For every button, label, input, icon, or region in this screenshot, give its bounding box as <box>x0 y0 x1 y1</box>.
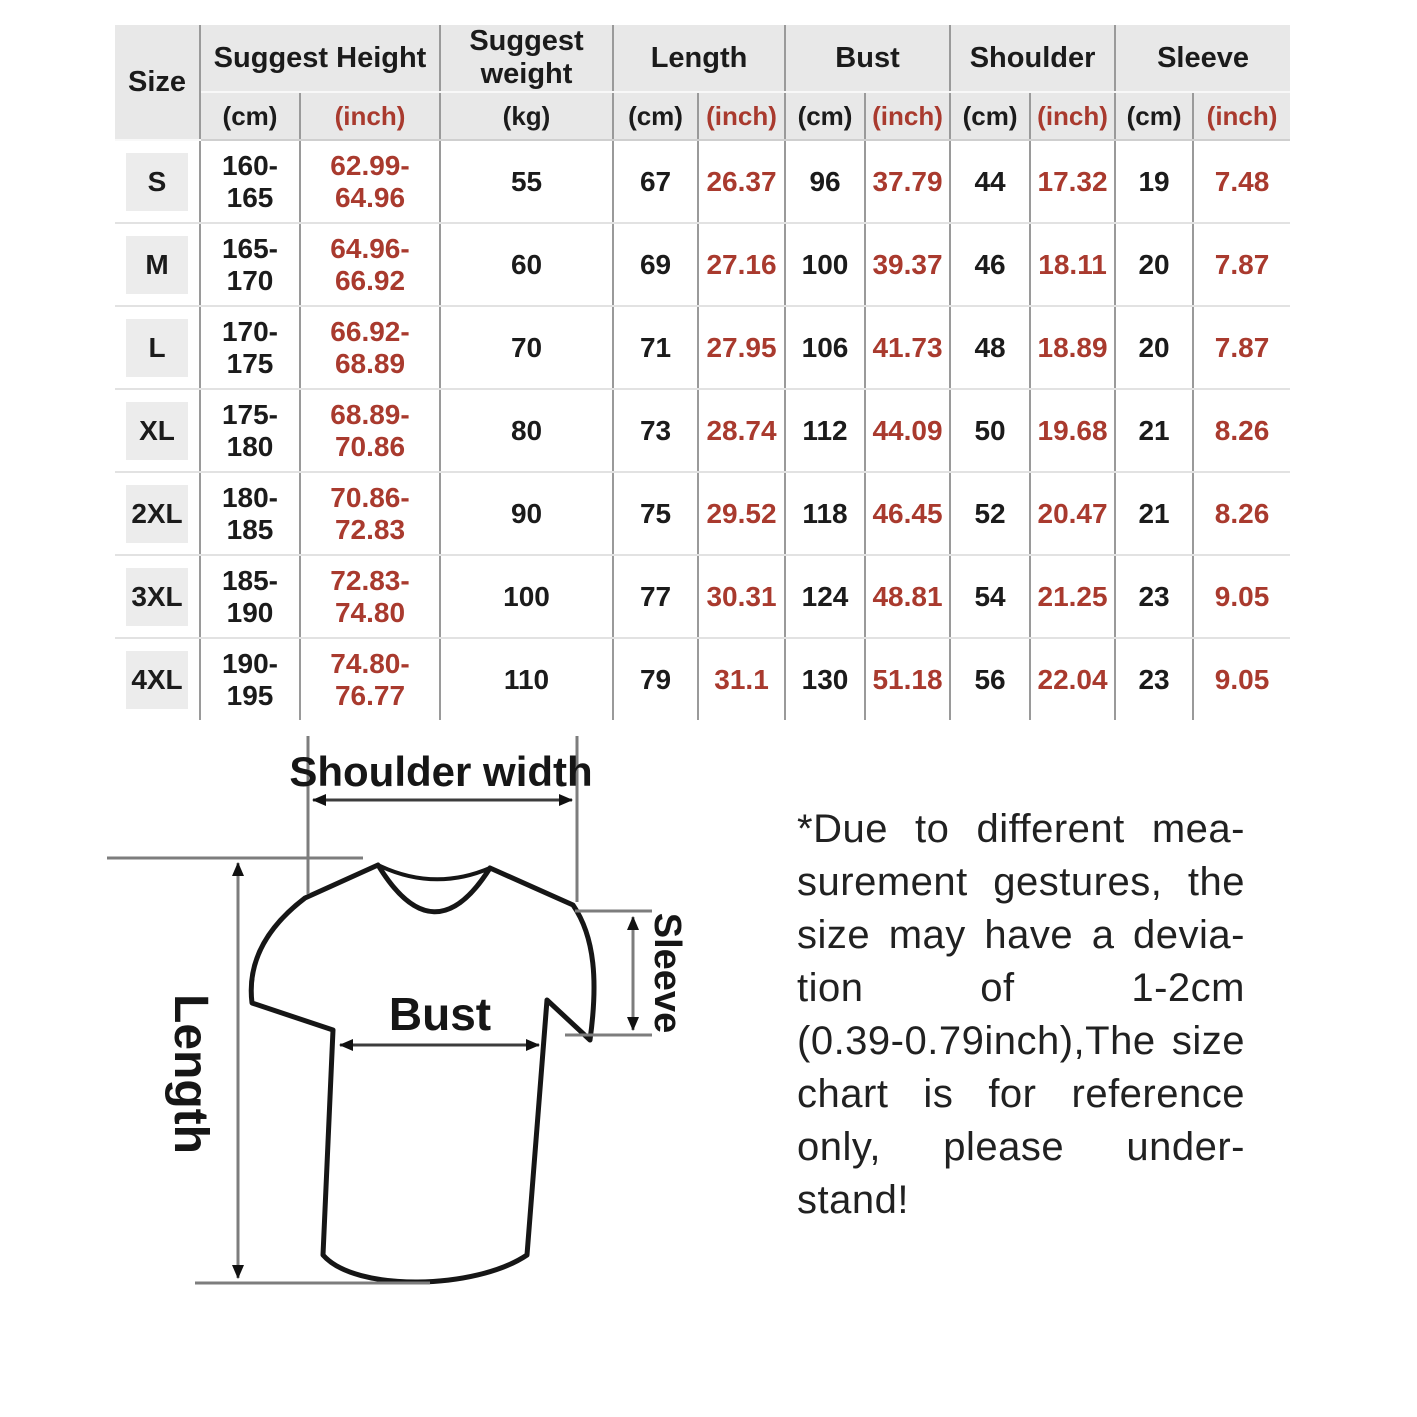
cell-length-cm: 75 <box>613 472 698 555</box>
cell-sleeve-cm: 19 <box>1115 140 1193 223</box>
cell-height-in: 62.99-64.96 <box>300 140 440 223</box>
cell-sleeve-cm: 21 <box>1115 472 1193 555</box>
cell-length-cm: 71 <box>613 306 698 389</box>
table-row <box>115 223 1290 306</box>
cell-length-in: 27.95 <box>698 306 785 389</box>
unit-height-inch: (inch) <box>300 92 440 140</box>
cell-height-in: 68.89-70.86 <box>300 389 440 472</box>
table-row <box>115 555 1290 638</box>
cell-sleeve-in: 9.05 <box>1193 555 1290 638</box>
cell-shoulder-in: 17.32 <box>1030 140 1115 223</box>
cell-shoulder-in: 19.68 <box>1030 389 1115 472</box>
cell-shoulder-cm: 48 <box>950 306 1030 389</box>
cell-bust-in: 41.73 <box>865 306 950 389</box>
tshirt-measurement-diagram <box>95 722 740 1314</box>
length-label: Length <box>164 994 217 1154</box>
disclaimer-text <box>797 803 1245 1227</box>
cell-bust-cm: 106 <box>785 306 865 389</box>
size-table-body <box>115 140 1290 720</box>
cell-height-in: 74.80-76.77 <box>300 638 440 720</box>
cell-sleeve-cm: 23 <box>1115 555 1193 638</box>
cell-weight-kg: 60 <box>440 223 613 306</box>
cell-height-cm: 190-195 <box>200 638 300 720</box>
cell-bust-cm: 118 <box>785 472 865 555</box>
size-badge: 3XL <box>126 568 188 626</box>
cell-height-cm: 175-180 <box>200 389 300 472</box>
cell-bust-in: 37.79 <box>865 140 950 223</box>
disclaimer-line: size may have a devia- <box>797 913 1245 957</box>
table-header <box>115 25 1290 140</box>
cell-height-cm: 180-185 <box>200 472 300 555</box>
unit-bust-inch: (inch) <box>865 92 950 140</box>
cell-weight-kg: 100 <box>440 555 613 638</box>
disclaimer-line: chart is for reference <box>797 1072 1245 1116</box>
cell-height-in: 64.96-66.92 <box>300 223 440 306</box>
cell-size <box>115 223 200 306</box>
cell-sleeve-in: 7.48 <box>1193 140 1290 223</box>
size-chart <box>115 25 1290 720</box>
cell-size <box>115 140 200 223</box>
header-unit-row <box>115 92 1290 140</box>
cell-height-in: 70.86-72.83 <box>300 472 440 555</box>
disclaimer-line: (0.39-0.79inch),The size <box>797 1019 1245 1063</box>
cell-length-in: 30.31 <box>698 555 785 638</box>
shoulder-width-label: Shoulder width <box>289 748 593 795</box>
size-badge: S <box>126 153 188 211</box>
cell-height-cm: 185-190 <box>200 555 300 638</box>
cell-shoulder-cm: 52 <box>950 472 1030 555</box>
size-badge: 2XL <box>126 485 188 543</box>
cell-bust-cm: 130 <box>785 638 865 720</box>
cell-sleeve-cm: 20 <box>1115 223 1193 306</box>
cell-size <box>115 555 200 638</box>
cell-sleeve-cm: 21 <box>1115 389 1193 472</box>
cell-sleeve-in: 8.26 <box>1193 389 1290 472</box>
unit-length-inch: (inch) <box>698 92 785 140</box>
cell-length-in: 31.1 <box>698 638 785 720</box>
unit-sleeve-cm: (cm) <box>1115 92 1193 140</box>
cell-bust-in: 51.18 <box>865 638 950 720</box>
table-row <box>115 140 1290 223</box>
cell-shoulder-cm: 56 <box>950 638 1030 720</box>
cell-sleeve-in: 9.05 <box>1193 638 1290 720</box>
cell-size <box>115 306 200 389</box>
sleeve-label: Sleeve <box>646 912 688 1034</box>
cell-bust-in: 39.37 <box>865 223 950 306</box>
unit-length-cm: (cm) <box>613 92 698 140</box>
header-length: Length <box>613 25 785 92</box>
table-row <box>115 389 1290 472</box>
cell-length-in: 28.74 <box>698 389 785 472</box>
tshirt-outline <box>251 865 594 1282</box>
cell-height-cm: 160-165 <box>200 140 300 223</box>
cell-weight-kg: 80 <box>440 389 613 472</box>
table-row <box>115 472 1290 555</box>
disclaimer-line: *Due to different mea- <box>797 807 1245 851</box>
cell-length-cm: 73 <box>613 389 698 472</box>
cell-shoulder-cm: 50 <box>950 389 1030 472</box>
header-size: Size <box>115 25 200 140</box>
cell-length-in: 26.37 <box>698 140 785 223</box>
disclaimer-line: tion of 1-2cm <box>797 966 1245 1010</box>
unit-shoulder-inch: (inch) <box>1030 92 1115 140</box>
cell-height-in: 72.83-74.80 <box>300 555 440 638</box>
cell-weight-kg: 55 <box>440 140 613 223</box>
cell-size <box>115 638 200 720</box>
cell-shoulder-in: 18.89 <box>1030 306 1115 389</box>
cell-sleeve-in: 8.26 <box>1193 472 1290 555</box>
header-shoulder: Shoulder <box>950 25 1115 92</box>
header-suggest-weight: Suggest weight <box>440 25 613 92</box>
cell-length-in: 29.52 <box>698 472 785 555</box>
cell-length-cm: 69 <box>613 223 698 306</box>
cell-bust-in: 48.81 <box>865 555 950 638</box>
cell-length-cm: 79 <box>613 638 698 720</box>
cell-shoulder-in: 21.25 <box>1030 555 1115 638</box>
cell-length-in: 27.16 <box>698 223 785 306</box>
cell-bust-in: 44.09 <box>865 389 950 472</box>
bust-label: Bust <box>388 988 492 1040</box>
table-row <box>115 638 1290 720</box>
cell-size <box>115 472 200 555</box>
cell-shoulder-cm: 44 <box>950 140 1030 223</box>
cell-size <box>115 389 200 472</box>
cell-sleeve-in: 7.87 <box>1193 306 1290 389</box>
size-badge: XL <box>126 402 188 460</box>
cell-weight-kg: 90 <box>440 472 613 555</box>
header-sleeve: Sleeve <box>1115 25 1290 92</box>
cell-length-cm: 77 <box>613 555 698 638</box>
cell-bust-in: 46.45 <box>865 472 950 555</box>
cell-shoulder-cm: 54 <box>950 555 1030 638</box>
size-chart-table <box>115 25 1290 720</box>
cell-length-cm: 67 <box>613 140 698 223</box>
disclaimer-line: stand! <box>797 1178 909 1222</box>
cell-bust-cm: 124 <box>785 555 865 638</box>
unit-weight-kg: (kg) <box>440 92 613 140</box>
cell-sleeve-cm: 20 <box>1115 306 1193 389</box>
cell-shoulder-in: 22.04 <box>1030 638 1115 720</box>
size-badge: L <box>126 319 188 377</box>
size-badge: M <box>126 236 188 294</box>
cell-sleeve-cm: 23 <box>1115 638 1193 720</box>
table-row <box>115 306 1290 389</box>
disclaimer-line: surement gestures, the <box>797 860 1245 904</box>
unit-height-cm: (cm) <box>200 92 300 140</box>
disclaimer-line: only, please under- <box>797 1125 1245 1169</box>
size-badge: 4XL <box>126 651 188 709</box>
cell-shoulder-in: 20.47 <box>1030 472 1115 555</box>
cell-height-cm: 170-175 <box>200 306 300 389</box>
unit-bust-cm: (cm) <box>785 92 865 140</box>
cell-weight-kg: 110 <box>440 638 613 720</box>
cell-weight-kg: 70 <box>440 306 613 389</box>
cell-shoulder-in: 18.11 <box>1030 223 1115 306</box>
unit-shoulder-cm: (cm) <box>950 92 1030 140</box>
header-group-row <box>115 25 1290 92</box>
cell-bust-cm: 96 <box>785 140 865 223</box>
cell-height-cm: 165-170 <box>200 223 300 306</box>
collar-back-line <box>378 865 490 879</box>
header-bust: Bust <box>785 25 950 92</box>
cell-bust-cm: 112 <box>785 389 865 472</box>
unit-sleeve-inch: (inch) <box>1193 92 1290 140</box>
cell-bust-cm: 100 <box>785 223 865 306</box>
cell-sleeve-in: 7.87 <box>1193 223 1290 306</box>
header-suggest-height: Suggest Height <box>200 25 440 92</box>
cell-shoulder-cm: 46 <box>950 223 1030 306</box>
cell-height-in: 66.92-68.89 <box>300 306 440 389</box>
